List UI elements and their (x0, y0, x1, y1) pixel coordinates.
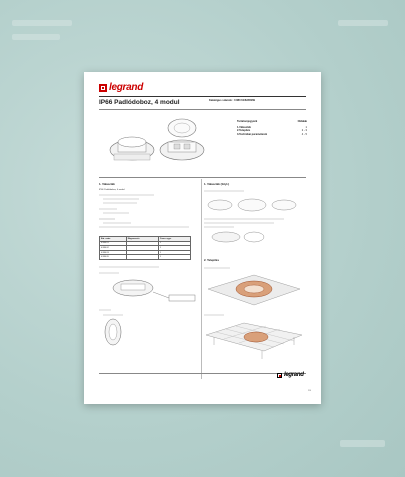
table-cell: 1 (158, 255, 190, 260)
section-intro-text: IP66 Padlódoboz, 4 modul (99, 189, 125, 191)
table-cell: 0 880 69 (100, 255, 127, 260)
accessory-drawings (204, 189, 304, 259)
background-text-line (12, 34, 60, 40)
toc-item-page: 2 - 3 (301, 129, 307, 133)
table-cell: 1 (158, 250, 190, 255)
toc-item-label: 2.Telepítés (237, 129, 251, 133)
footer-logo (277, 372, 304, 378)
document-title: IP66 Padlódoboz, 4 modul (99, 99, 180, 106)
legrand-logo-mark-icon (99, 84, 107, 92)
product-table (99, 236, 191, 260)
table-cell: 1 (158, 241, 190, 246)
table-cell (126, 255, 158, 260)
installation-drawings (204, 265, 304, 365)
floor-box-product-image (104, 112, 214, 174)
footer-logo-mark-icon (277, 373, 282, 378)
left-column (99, 182, 199, 359)
section-heading-valasztek: 1. Választék (99, 182, 115, 186)
table-row (100, 255, 191, 260)
toc-item-page: 1 (305, 126, 307, 129)
toc-item-label: 3.Technikai paraméterek (237, 132, 268, 136)
table-of-contents (237, 120, 307, 136)
table-cell: 1 (158, 246, 190, 251)
table-header-cell: Megnevezés (126, 237, 158, 242)
toc-header: Tartalomjegyzék (237, 120, 258, 123)
table-cell: 0 880 63 (100, 250, 127, 255)
page-number: 1/5 (307, 390, 311, 392)
section-heading-valasztek-continued: 1. Választék (folyt.) (204, 182, 230, 186)
header-divider (99, 96, 306, 97)
catalog-numbers: Katalógus számok : 0 880 61/62/63/69 (209, 99, 255, 102)
placeholder-text-lines (99, 192, 199, 228)
section-heading-installation: 2. Telepítés (204, 258, 220, 262)
table-header-cell: Csom. egys. (158, 237, 190, 242)
table-cell: 0 880 61 (100, 241, 127, 246)
toc-item-label: 1.Választék (237, 126, 251, 129)
toc-pages-header: Oldalak (297, 120, 307, 123)
toc-item-page: 4 - 5 (301, 132, 307, 136)
footer-logo-text: legrand (284, 372, 304, 378)
table-cell: 0 880 62 (100, 246, 127, 251)
box-detail-drawings (99, 264, 199, 354)
right-column (204, 182, 304, 370)
document-page (84, 72, 321, 404)
legrand-logo (99, 82, 143, 93)
table-header-cell: Kat. szám (100, 237, 127, 242)
background-text-line (338, 20, 388, 26)
background-text-line (340, 440, 385, 447)
background-text-line (12, 20, 72, 26)
logo-text: legrand (109, 82, 144, 93)
toc-item[interactable] (237, 133, 307, 136)
